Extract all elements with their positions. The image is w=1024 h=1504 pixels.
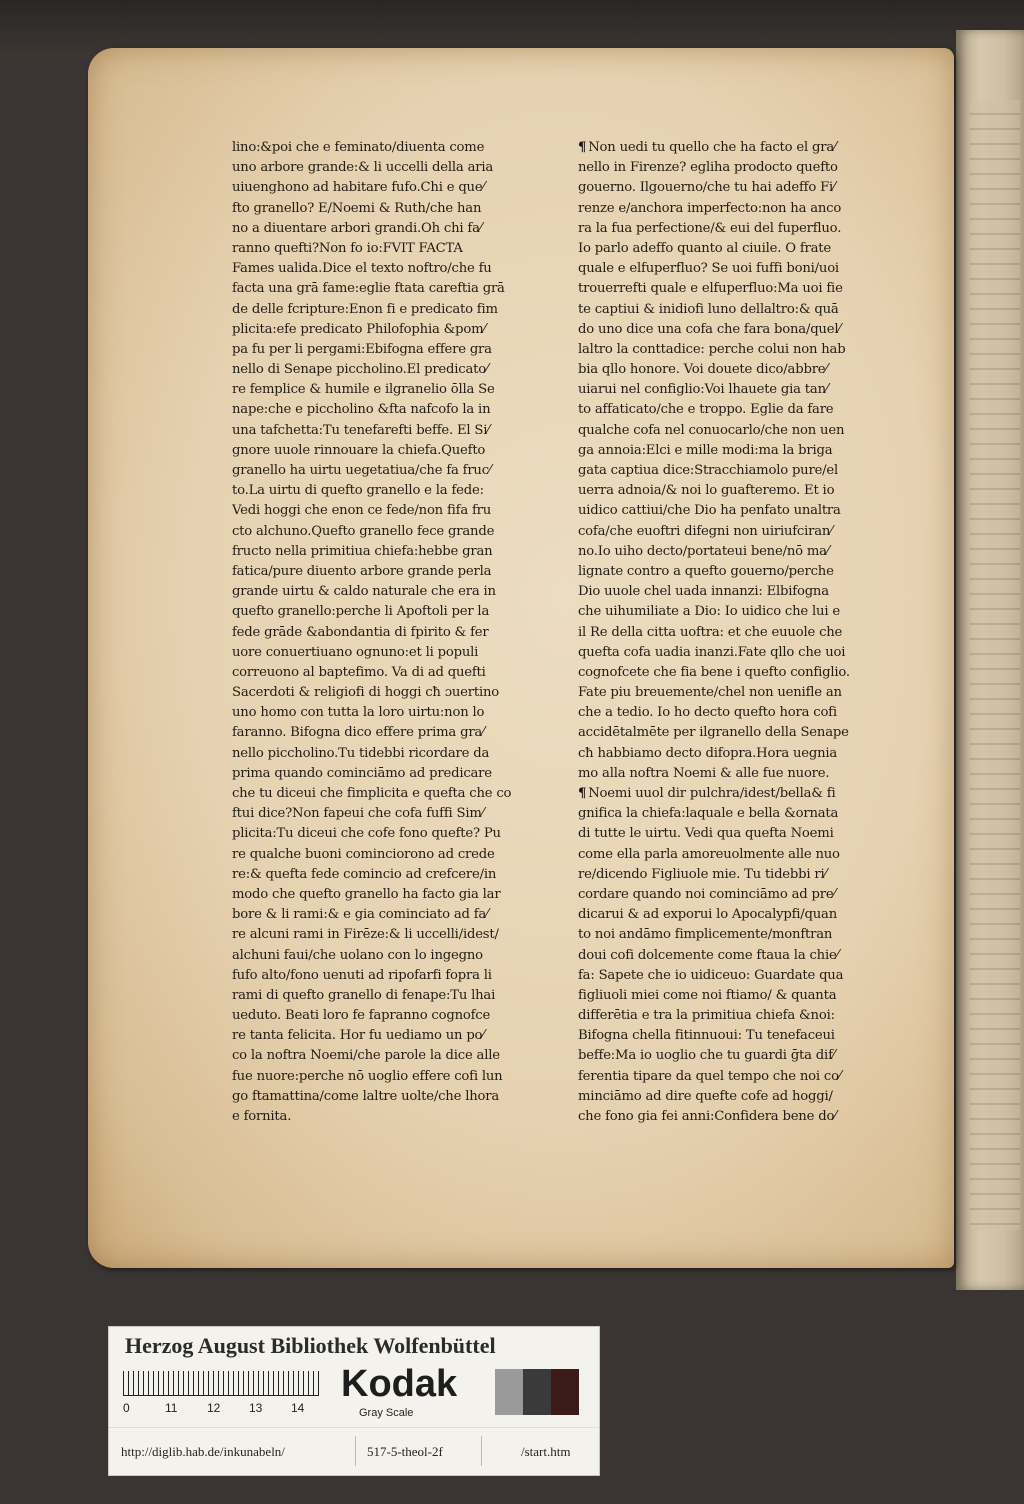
line-text: nello di Senape piccholino.El predicato⁄ — [232, 362, 488, 378]
text-line — [578, 946, 898, 966]
left-text-column — [232, 138, 552, 1127]
line-text: beffe:Ma io uoglio che tu guardi ḡta dif⁄ — [578, 1048, 835, 1064]
text-line — [232, 279, 552, 299]
text-line — [232, 239, 552, 259]
text-line — [578, 461, 898, 481]
right-text-column — [578, 138, 898, 1127]
text-line — [232, 1026, 552, 1046]
text-line — [232, 683, 552, 703]
line-text: quale e elfuperfluo? Se uoi fuffi boni/uoi — [578, 261, 839, 277]
line-text: che fono gia fei anni:Confidera bene do⁄ — [578, 1109, 837, 1124]
text-line — [232, 441, 552, 461]
line-text: ranno quefti?Non fo io:FVIT FACTA — [232, 240, 463, 256]
line-text: accidētalmēte per ilgranello della Senape — [578, 725, 849, 741]
line-text: re qualche buoni cominciorono ad crede — [232, 846, 495, 862]
line-text: de delle fcripture:Enon fi e predicato fim — [232, 301, 498, 317]
line-text: uerra adnoia/& noi lo guafteremo. Et io — [578, 483, 835, 499]
text-line — [578, 562, 898, 582]
pilcrow-mark: ¶ — [578, 786, 587, 801]
line-text: laltro la conttadice: perche colui non hab — [578, 341, 846, 357]
line-text: renze e/anchora imperfecto:non ha anco — [578, 200, 842, 216]
line-text: di tutte le uirtu. Vedi qua quefta Noemi — [578, 826, 834, 842]
line-text: rami di quefto granello di fenape:Tu lhai — [232, 987, 496, 1003]
line-text: alchuni faui/che uolano con lo ingegno — [232, 947, 483, 963]
line-text: doui cofi dolcemente come ftaua la chie⁄ — [578, 947, 839, 963]
line-text: uiuenghono ad habitare fufo.Chi e que⁄ — [232, 180, 485, 196]
text-line — [578, 481, 898, 501]
ruler-number: 12 — [207, 1401, 221, 1415]
text-line — [232, 1067, 552, 1087]
line-text: che a tedio. Io ho decto quefto hora cofi — [578, 705, 837, 721]
text-line — [232, 562, 552, 582]
gray-swatches — [495, 1369, 579, 1415]
gray-swatch — [495, 1369, 523, 1415]
line-text: faranno. Bifogna dico effere prima gra⁄ — [232, 725, 485, 741]
text-line — [232, 764, 552, 784]
line-text: figliuoli miei come noi ftiamo/ & quanta — [578, 987, 837, 1003]
divider — [355, 1436, 356, 1466]
line-text: to.La uirtu di quefto granello e la fede: — [232, 483, 484, 499]
text-line — [578, 1087, 898, 1107]
line-text: bore & li rami:& e gia cominciato ad fa⁄ — [232, 907, 489, 923]
text-line — [232, 784, 552, 804]
text-line — [232, 138, 552, 158]
line-text: fede grāde &abondantia di fpirito & fer — [232, 624, 489, 640]
text-line — [578, 279, 898, 299]
text-line — [578, 421, 898, 441]
line-text: Non uedi tu quello che ha facto el gra⁄ — [588, 140, 837, 155]
line-text: Fames ualida.Dice el texto noftro/che fu — [232, 261, 492, 277]
line-text: una tafchetta:Tu tenefarefti beffe. El Si⁄ — [232, 422, 490, 438]
line-text: uno homo con tutta la loro uirtu:non lo — [232, 705, 485, 721]
text-line — [232, 582, 552, 602]
text-line — [232, 219, 552, 239]
text-line — [232, 320, 552, 340]
line-text: quefta cofa uadia inanzi.Fate qllo che uoi — [578, 644, 846, 660]
text-line — [232, 300, 552, 320]
text-line — [232, 845, 552, 865]
text-line — [578, 1046, 898, 1066]
text-line — [578, 643, 898, 663]
text-line — [232, 744, 552, 764]
line-text: modo che quefto granello ha facto gia lar — [232, 886, 501, 902]
text-line — [578, 501, 898, 521]
line-text: qualche cofa nel conuocarlo/che non uen — [578, 422, 845, 438]
line-text: trouerrefti quale e elfuperfluo:Ma uoi fie — [578, 281, 843, 297]
line-text: Sacerdoti & religiofi di hoggi cħ ɔuertino — [232, 685, 500, 701]
line-text: nello piccholino.Tu tidebbi ricordare da — [232, 745, 490, 761]
line-text: ftui dice?Non fapeui che cofa fuffi Sim⁄ — [232, 806, 484, 822]
text-line — [232, 259, 552, 279]
target-footer — [109, 1427, 599, 1474]
text-line — [232, 643, 552, 663]
text-line — [232, 663, 552, 683]
line-text: prima quando cominciāmo ad predicare — [232, 765, 492, 781]
text-line — [232, 925, 552, 945]
text-line — [232, 199, 552, 219]
line-text: to noi andāmo fimplicemente/monftran — [578, 927, 833, 943]
text-line — [578, 400, 898, 420]
ruler-number: 14 — [291, 1401, 305, 1415]
text-line — [232, 946, 552, 966]
line-text: no a diuentare arbori grandi.Oh chi fa⁄ — [232, 220, 482, 236]
line-text: pa fu per li pergami:Ebifogna effere gra — [232, 341, 492, 357]
gray-swatch — [551, 1369, 579, 1415]
ruler-scale — [123, 1371, 319, 1396]
text-line — [578, 441, 898, 461]
line-text: Dio uuole chel uada innanzi: Elbifogna — [578, 584, 829, 600]
shelfmark: 517-5-theol-2f — [367, 1444, 443, 1459]
text-line — [578, 824, 898, 844]
text-line — [578, 744, 898, 764]
text-line — [578, 804, 898, 824]
ruler-number: 0 — [123, 1401, 130, 1415]
text-line — [578, 764, 898, 784]
text-line — [578, 1026, 898, 1046]
line-text: ferentia tipare da quel tempo che noi co⁄ — [578, 1068, 841, 1084]
gray-scale-label: Gray Scale — [359, 1407, 414, 1419]
text-line — [578, 582, 898, 602]
text-line — [578, 986, 898, 1006]
line-text: do uno dice una cofa che fara bona/quel⁄ — [578, 321, 841, 337]
ruler-numbers — [123, 1401, 333, 1415]
text-line — [232, 340, 552, 360]
line-text: fto granello? E/Noemi & Ruth/che han — [232, 200, 482, 216]
text-line — [232, 461, 552, 481]
text-line — [578, 178, 898, 198]
line-text: re femplice & humile e ilgranelio ōlla Se — [232, 382, 495, 398]
line-text: cognofcete che fia bene i quefto configlio. — [578, 664, 850, 680]
line-text: che uihumiliate a Dio: Io uidico che lui e — [578, 604, 840, 620]
line-text: gnifica la chiefa:laquale e bella &ornata — [578, 806, 839, 822]
text-line — [578, 723, 898, 743]
text-line — [578, 865, 898, 885]
text-line — [232, 1046, 552, 1066]
text-line — [578, 522, 898, 542]
text-line — [232, 723, 552, 743]
text-line — [578, 158, 898, 178]
line-text: Io parlo adeffo quanto al ciuile. O frate — [578, 240, 831, 256]
text-line — [578, 683, 898, 703]
text-line — [578, 219, 898, 239]
text-line — [578, 623, 898, 643]
line-text: facta una grā fame:eglie ftata careftia grā — [232, 281, 505, 297]
text-line — [578, 1067, 898, 1087]
line-text: lino:&poi che e feminato/diuenta come — [232, 140, 485, 155]
text-line — [578, 259, 898, 279]
text-line — [232, 824, 552, 844]
text-line — [578, 663, 898, 683]
line-text: il Re della citta uoftra: et che euuole che — [578, 624, 843, 640]
line-text: Vedi hoggi che enon ce fede/non fifa fru — [232, 503, 492, 519]
line-text: grande uirtu & caldo naturale che era in — [232, 584, 496, 600]
line-text: mo alla noftra Noemi & alle fue nuore. — [578, 765, 830, 781]
line-text: ra la fua perfectione/& eui del fuperfluo. — [578, 220, 842, 236]
text-line — [232, 966, 552, 986]
line-text: plicita:efe predicato Philofophia &pom⁄ — [232, 321, 486, 337]
line-text: re alcuni rami in Firēze:& li uccelli/idest/ — [232, 927, 499, 943]
text-line — [578, 1107, 898, 1127]
line-text: uidico cattiui/che Dio ha penfato unaltra — [578, 503, 841, 519]
line-text: quefto granello:perche li Apoftoli per la — [232, 604, 490, 620]
line-text: fa: Sapete che io uidiceuo: Guardate qua — [578, 967, 844, 983]
line-text: no.Io uiho decto/portateui bene/nō ma⁄ — [578, 543, 829, 559]
line-text: fructo nella primitiua chiefa:hebbe gran — [232, 543, 493, 559]
line-text: cofa/che euoftri difegni non uiriufciran⁄ — [578, 523, 833, 539]
text-line — [578, 885, 898, 905]
text-line — [578, 542, 898, 562]
text-line — [578, 602, 898, 622]
text-line — [578, 380, 898, 400]
line-text: ga annoia:Elci e mille modi:ma la briga — [578, 442, 833, 458]
line-text: gata captiua dice:Stracchiamolo pure/el — [578, 463, 839, 478]
text-line — [232, 522, 552, 542]
line-text: re tanta felicita. Hor fu uediamo un po⁄ — [232, 1028, 485, 1044]
ruler-number: 13 — [249, 1401, 263, 1415]
line-text: fue nuore:perche nō uoglio effere cofi lun — [232, 1068, 503, 1084]
line-text: che tu diceui che fimplicita e quefta che co — [232, 786, 512, 801]
line-text: dicarui & ad exporui lo Apocalypfi/quan — [578, 907, 838, 923]
text-line — [232, 885, 552, 905]
line-text: ueduto. Beati loro fe fapranno cognofce — [232, 1008, 491, 1024]
text-line — [578, 845, 898, 865]
line-text: re/dicendo Figliuole mie. Tu tidebbi ri⁄ — [578, 866, 827, 882]
line-text: gouerno. Ilgouerno/che tu hai adeffo Fi⁄ — [578, 180, 836, 196]
text-line — [232, 865, 552, 885]
line-text: fufo alto/fono uenuti ad ripofarfi fopra li — [232, 967, 492, 983]
text-line — [232, 360, 552, 380]
text-line — [578, 1006, 898, 1026]
text-line — [578, 784, 898, 804]
line-text: lignate contro a quefto gouerno/perche — [578, 563, 834, 579]
digital-library-link[interactable]: http://diglib.hab.de/inkunabeln/ — [121, 1444, 285, 1459]
line-text: go ftamattina/come laltre uolte/che lhora — [232, 1088, 500, 1104]
line-text: nello in Firenze? egliha prodocto quefto — [578, 160, 838, 176]
line-text: gnore uuole rinnouare la chiefa.Quefto — [232, 442, 486, 458]
line-text: te captiui & inidiofi luno dellaltro:& quā — [578, 301, 839, 317]
text-line — [232, 986, 552, 1006]
pilcrow-mark: ¶ — [578, 140, 587, 155]
color-calibration-target — [108, 1326, 600, 1476]
text-line — [232, 421, 552, 441]
text-line — [578, 239, 898, 259]
library-title: Herzog August Bibliothek Wolfenbüttel — [125, 1333, 496, 1358]
text-line — [578, 320, 898, 340]
line-text: differētia e tra la primitiua chiefa &noi: — [578, 1008, 835, 1024]
line-text: cordare quando noi cominciāmo ad pre⁄ — [578, 886, 836, 902]
text-line — [578, 340, 898, 360]
line-text: uno arbore grande:& li uccelli della aria — [232, 160, 494, 176]
line-text: Bifogna chella fitinnuoui: Tu tenefaceui — [578, 1028, 835, 1044]
text-line — [232, 158, 552, 178]
line-text: co la noftra Noemi/che parole la dice alle — [232, 1048, 500, 1064]
text-line — [578, 300, 898, 320]
text-line — [232, 178, 552, 198]
text-line — [232, 905, 552, 925]
text-line — [232, 501, 552, 521]
line-text: nape:che e piccholino &fta nafcofo la in — [232, 402, 491, 418]
text-line — [578, 199, 898, 219]
line-text: granello ha uirtu uegetatiua/che fa fruc⁄ — [232, 463, 491, 478]
text-line — [232, 380, 552, 400]
gray-swatch — [523, 1369, 551, 1415]
facing-page-edge — [956, 30, 1024, 1290]
text-line — [578, 703, 898, 723]
text-line — [232, 542, 552, 562]
line-text: uiarui nel configlio:Voi lhauete gia tan⁄ — [578, 382, 828, 398]
divider — [481, 1436, 482, 1466]
line-text: e fornita. — [232, 1109, 292, 1124]
line-text: fatica/pure diuento arbore grande perla — [232, 563, 492, 579]
text-line — [232, 623, 552, 643]
line-text: correuono al baptefimo. Va di ad quefti — [232, 664, 486, 680]
line-text: plicita:Tu diceui che cofe fono quefte? Pu — [232, 826, 501, 842]
text-line — [578, 138, 898, 158]
line-text: come ella parla amoreuolmente alle nuo — [578, 846, 840, 862]
text-line — [578, 925, 898, 945]
line-text: cħ habbiamo decto difopra.Hora uegnia — [578, 745, 838, 761]
text-line — [232, 400, 552, 420]
text-line — [232, 703, 552, 723]
text-line — [232, 602, 552, 622]
kodak-logo: Kodak — [341, 1363, 458, 1405]
text-line — [232, 804, 552, 824]
line-text: cto alchuno.Quefto granello fece grande — [232, 523, 495, 539]
text-line — [578, 966, 898, 986]
line-text: minciāmo ad dire quefte cofe ad hoggi/ — [578, 1088, 833, 1104]
start-link[interactable]: /start.htm — [521, 1444, 571, 1459]
text-line — [232, 1006, 552, 1026]
text-line — [232, 1087, 552, 1107]
text-line — [578, 905, 898, 925]
line-text: Noemi uuol dir pulchra/idest/bella& fi — [588, 786, 836, 801]
line-text: bia qllo honore. Voi douete dico/abbre⁄ — [578, 362, 828, 378]
line-text: re:& quefta fede comincio ad crefcere/in — [232, 866, 497, 882]
text-line — [578, 360, 898, 380]
line-text: to affaticato/che e troppo. Eglie da fare — [578, 402, 834, 418]
line-text: uore conuertiuano ognuno:et li populi — [232, 644, 479, 660]
ruler-number: 11 — [165, 1401, 178, 1415]
line-text: Fate piu breuemente/chel non uenifle an — [578, 685, 842, 701]
text-line — [232, 1107, 552, 1127]
text-line — [232, 481, 552, 501]
